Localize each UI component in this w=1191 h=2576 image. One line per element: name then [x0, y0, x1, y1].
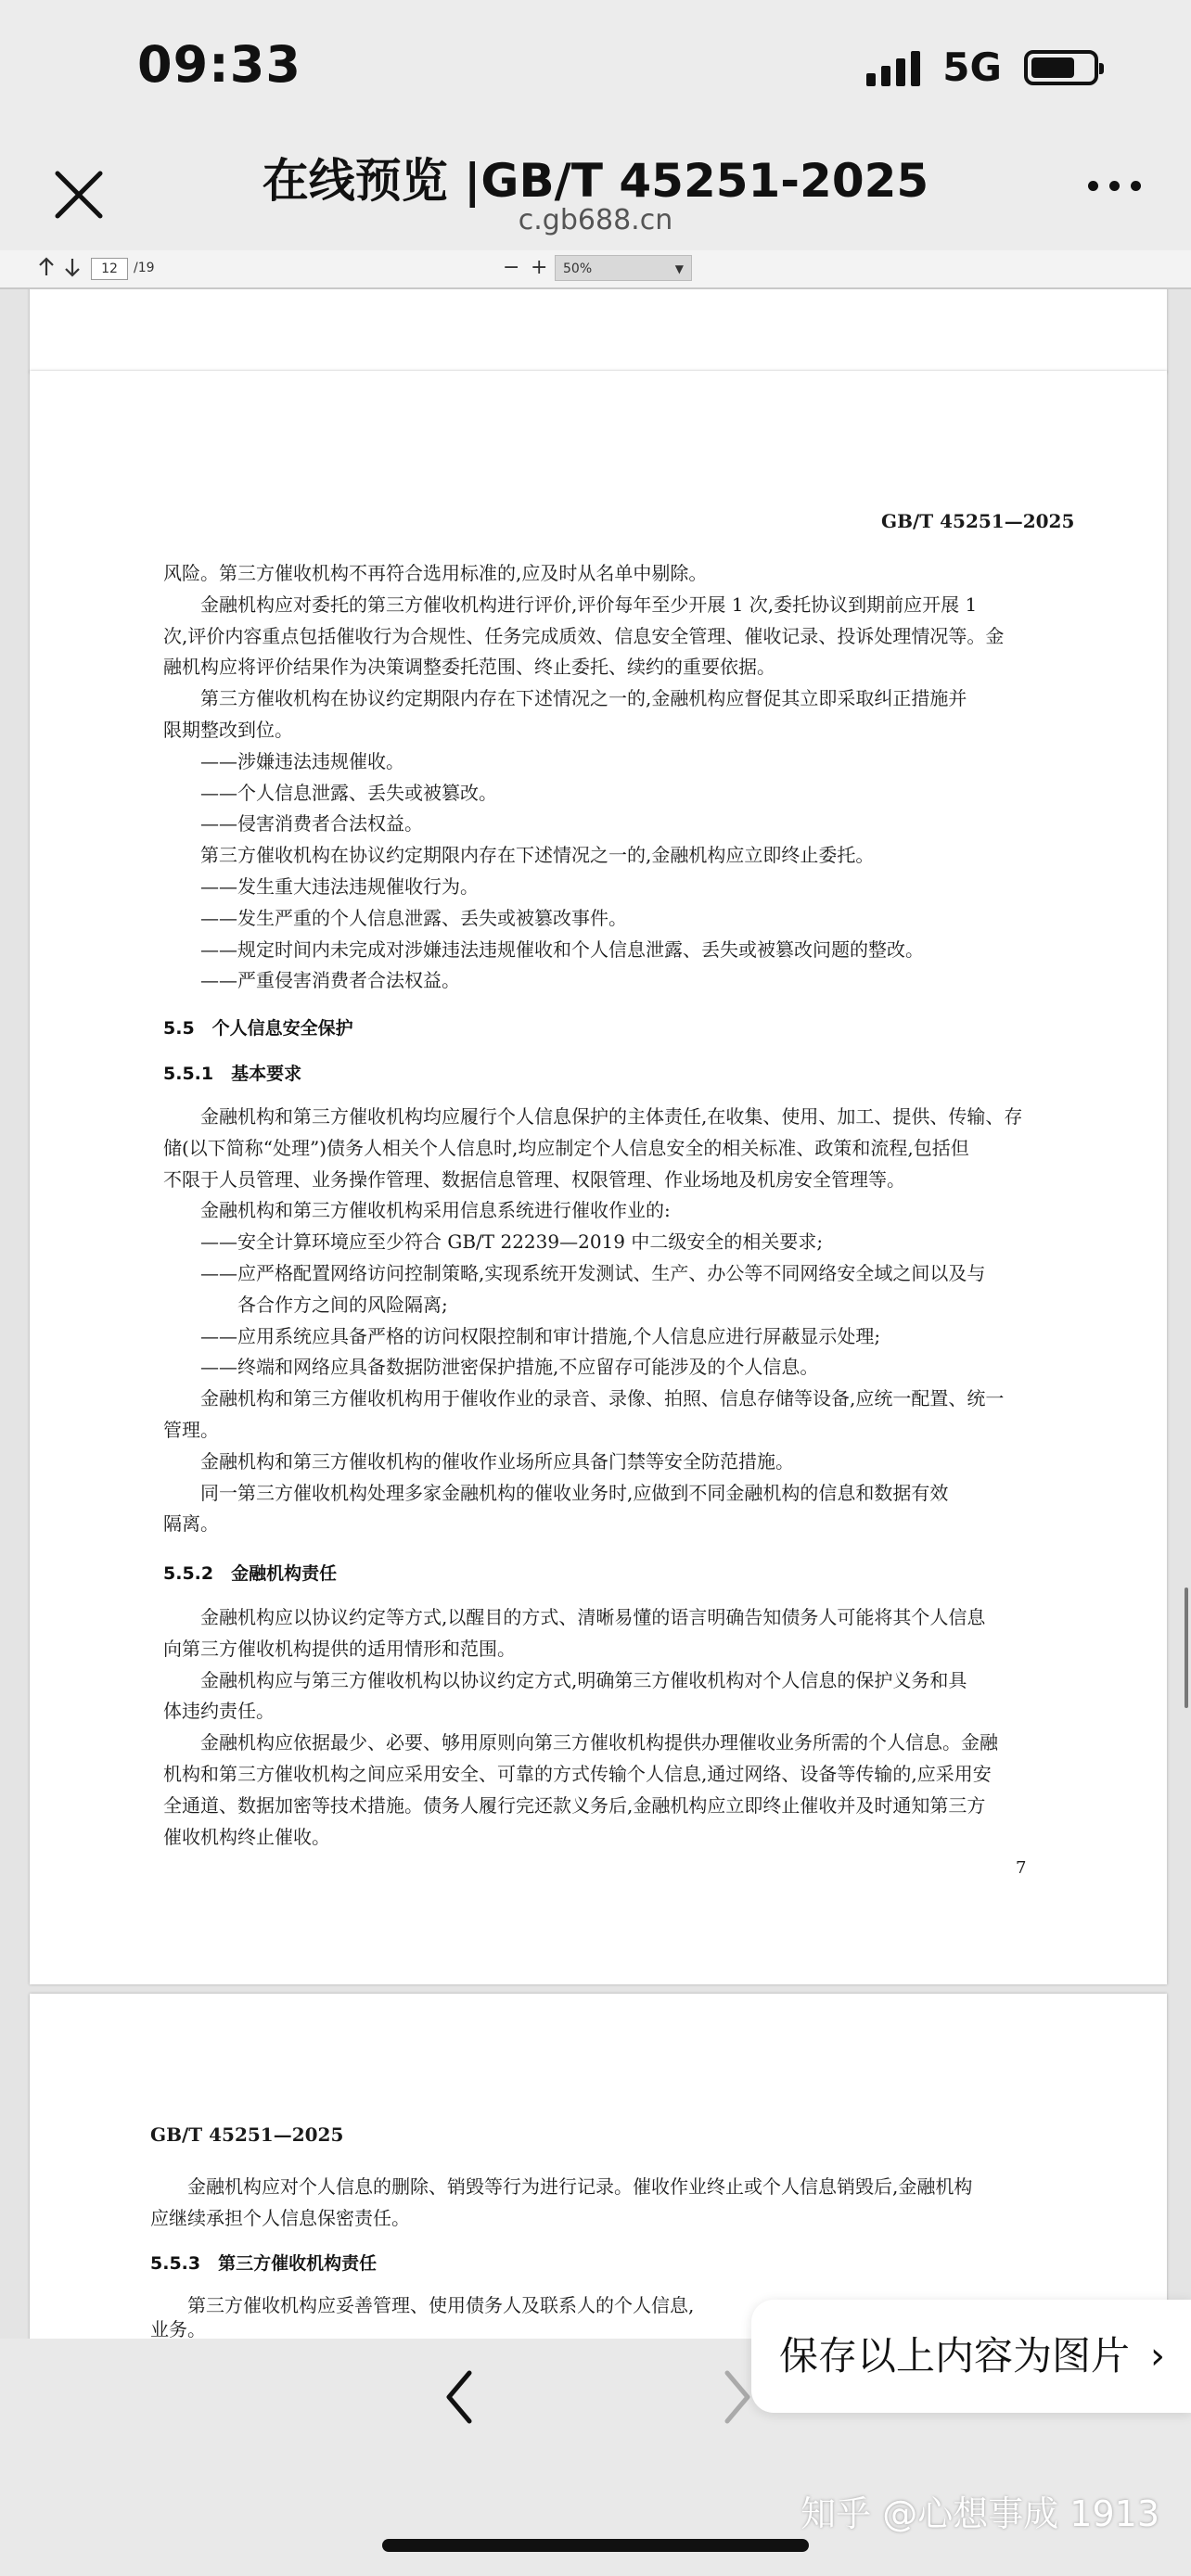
text-line: 各合作方之间的风险隔离; — [163, 1293, 448, 1316]
text-line: 金融机构和第三方催收机构均应履行个人信息保护的主体责任,在收集、使用、加工、提供、传输、存 — [163, 1105, 1023, 1128]
page-total: /19 — [134, 261, 155, 275]
text-line: ——安全计算环境应至少符合 GB/T 22239—2019 中二级安全的相关要求; — [163, 1231, 824, 1254]
back-button[interactable] — [436, 2360, 482, 2434]
pdf-toolbar — [0, 250, 1191, 289]
text-line: 风险。第三方催收机构不再符合选用标准的,应及时从名单中剔除。 — [163, 562, 708, 584]
text-line: 金融机构和第三方催收机构用于催收作业的录音、录像、拍照、信息存储等设备,应统一配置、统一 — [163, 1387, 1005, 1410]
text-line: 金融机构和第三方催收机构的催收作业场所应具备门禁等安全防范措施。 — [163, 1449, 794, 1473]
text-line: 金融机构应对委托的第三方催收机构进行评价,评价每年至少开展 1 次,委托协议到期前应开展 1 — [163, 593, 978, 616]
chevron-down-icon: ▼ — [674, 262, 684, 275]
text-line: 金融机构应对个人信息的删除、销毁等行为进行记录。催收作业终止或个人信息销毁后,金融机构 — [150, 2175, 973, 2198]
page-number: 7 — [1016, 1858, 1027, 1878]
section-5-5-2-heading: 5.5.2 金融机构责任 — [163, 1563, 338, 1584]
text-line: ——规定时间内未完成对涉嫌违法违规催收和个人信息泄露、丢失或被篡改问题的整改。 — [163, 937, 924, 961]
text-line: 管理。 — [163, 1419, 219, 1441]
arrow-down-icon — [63, 256, 82, 278]
standard-number-header: GB/T 45251—2025 — [881, 510, 1075, 532]
text-line: ——应严格配置网络访问控制策略,实现系统开发测试、生产、办公等不同网络安全域之间以及与 — [163, 1262, 986, 1284]
pdf-page-previous — [30, 289, 1167, 373]
text-line: ——发生严重的个人信息泄露、丢失或被篡改事件。 — [163, 906, 627, 929]
text-line: 限期整改到位。 — [163, 719, 293, 741]
text-line: 储(以下简称“处理”)债务人相关个人信息时,均应制定个人信息安全的相关标准、政策和流程,包括但 — [163, 1136, 969, 1159]
more-options-button[interactable] — [1088, 181, 1141, 191]
zoom-out-button[interactable]: − — [503, 256, 520, 279]
page-number-input[interactable]: 12 — [91, 258, 128, 280]
text-line: ——侵害消费者合法权益。 — [163, 812, 423, 835]
text-line: 催收机构终止催收。 — [163, 1825, 330, 1848]
text-line: 第三方催收机构应妥善管理、使用债务人及联系人的个人信息, — [150, 2294, 695, 2316]
pdf-page-current — [30, 371, 1167, 1984]
text-line: 应继续承担个人信息保密责任。 — [150, 2206, 410, 2229]
text-line: ——严重侵害消费者合法权益。 — [163, 969, 460, 992]
section-5-5-3-heading: 5.5.3 第三方催收机构责任 — [150, 2253, 378, 2274]
page-down-button[interactable] — [63, 256, 82, 285]
chevron-right-icon: › — [1150, 2335, 1165, 2378]
text-line: 隔离。 — [163, 1512, 219, 1536]
text-line: 金融机构应以协议约定等方式,以醒目的方式、清晰易懂的语言明确告知债务人可能将其个人信息 — [163, 1606, 986, 1628]
network-label: 5G — [942, 45, 1002, 90]
signal-icon — [866, 49, 920, 86]
text-line: 全通道、数据加密等技术措施。债务人履行完还款义务后,金融机构应立即终止催收并及时通知第三方 — [163, 1793, 986, 1817]
text-line: 金融机构应与第三方催收机构以协议约定方式,明确第三方催收机构对个人信息的保护义务和具 — [163, 1668, 967, 1691]
zoom-value: 50% — [563, 261, 593, 276]
text-line: 不限于人员管理、业务操作管理、数据信息管理、权限管理、作业场地及机房安全管理等。 — [163, 1167, 905, 1191]
text-line: 金融机构和第三方催收机构采用信息系统进行催收作业的: — [163, 1199, 671, 1222]
home-indicator — [382, 2539, 809, 2552]
text-line: 业务。 — [150, 2318, 206, 2339]
text-line: ——终端和网络应具备数据防泄密保护措施,不应留存可能涉及的个人信息。 — [163, 1356, 819, 1379]
pdf-page-next — [30, 1994, 1167, 2339]
text-line: 第三方催收机构在协议约定期限内存在下述情况之一的,金融机构应督促其立即采取纠正措施并 — [163, 687, 967, 710]
zoom-in-button[interactable]: + — [531, 256, 548, 279]
more-icon — [1088, 181, 1098, 191]
text-line: 同一第三方催收机构处理多家金融机构的催收业务时,应做到不同金融机构的信息和数据有效 — [163, 1481, 949, 1504]
page-title: 在线预览 |GB/T 45251-2025 — [262, 154, 929, 208]
text-line: ——个人信息泄露、丢失或被篡改。 — [163, 781, 497, 804]
pdf-viewer[interactable] — [0, 289, 1191, 2339]
text-line: ——应用系统应具备严格的访问权限控制和审计措施,个人信息应进行屏蔽显示处理; — [163, 1324, 881, 1347]
arrow-up-icon — [37, 256, 56, 278]
watermark: 知乎 @心想事成 1913 — [800, 2493, 1159, 2534]
standard-number-header-next: GB/T 45251—2025 — [150, 2123, 344, 2146]
text-line: 向第三方催收机构提供的适用情形和范围。 — [163, 1637, 516, 1660]
text-line: 第三方催收机构在协议约定期限内存在下述情况之一的,金融机构应立即终止委托。 — [163, 844, 875, 867]
text-line: 次,评价内容重点包括催收行为合规性、任务完成质效、信息安全管理、催收记录、投诉处理情况等。金 — [163, 624, 1005, 647]
save-as-image-label: 保存以上内容为图片 — [779, 2333, 1131, 2378]
text-line: 金融机构应依据最少、必要、够用原则向第三方催收机构提供办理催收业务所需的个人信息。金融 — [163, 1731, 998, 1754]
text-line: ——涉嫌违法违规催收。 — [163, 749, 404, 772]
text-line: ——发生重大违法违规催收行为。 — [163, 875, 479, 898]
section-5-5-heading: 5.5 个人信息安全保护 — [163, 1018, 353, 1039]
chevron-left-icon — [436, 2360, 482, 2434]
page-url: c.gb688.cn — [518, 204, 673, 236]
text-line: 体违约责任。 — [163, 1700, 275, 1723]
save-as-image-button[interactable] — [751, 2300, 1191, 2413]
battery-icon — [1024, 50, 1098, 85]
scrollbar-thumb[interactable] — [1185, 1588, 1188, 1708]
status-time: 09:33 — [137, 35, 301, 94]
status-indicators — [866, 45, 1098, 90]
text-line: 机构和第三方催收机构之间应采用安全、可靠的方式传输个人信息,通过网络、设备等传输的,应采用安 — [163, 1763, 992, 1785]
page-up-button[interactable] — [37, 256, 56, 285]
section-5-5-1-heading: 5.5.1 基本要求 — [163, 1064, 302, 1084]
zoom-select[interactable] — [555, 255, 692, 281]
text-line: 融机构应将评价结果作为决策调整委托范围、终止委托、续约的重要依据。 — [163, 656, 775, 679]
